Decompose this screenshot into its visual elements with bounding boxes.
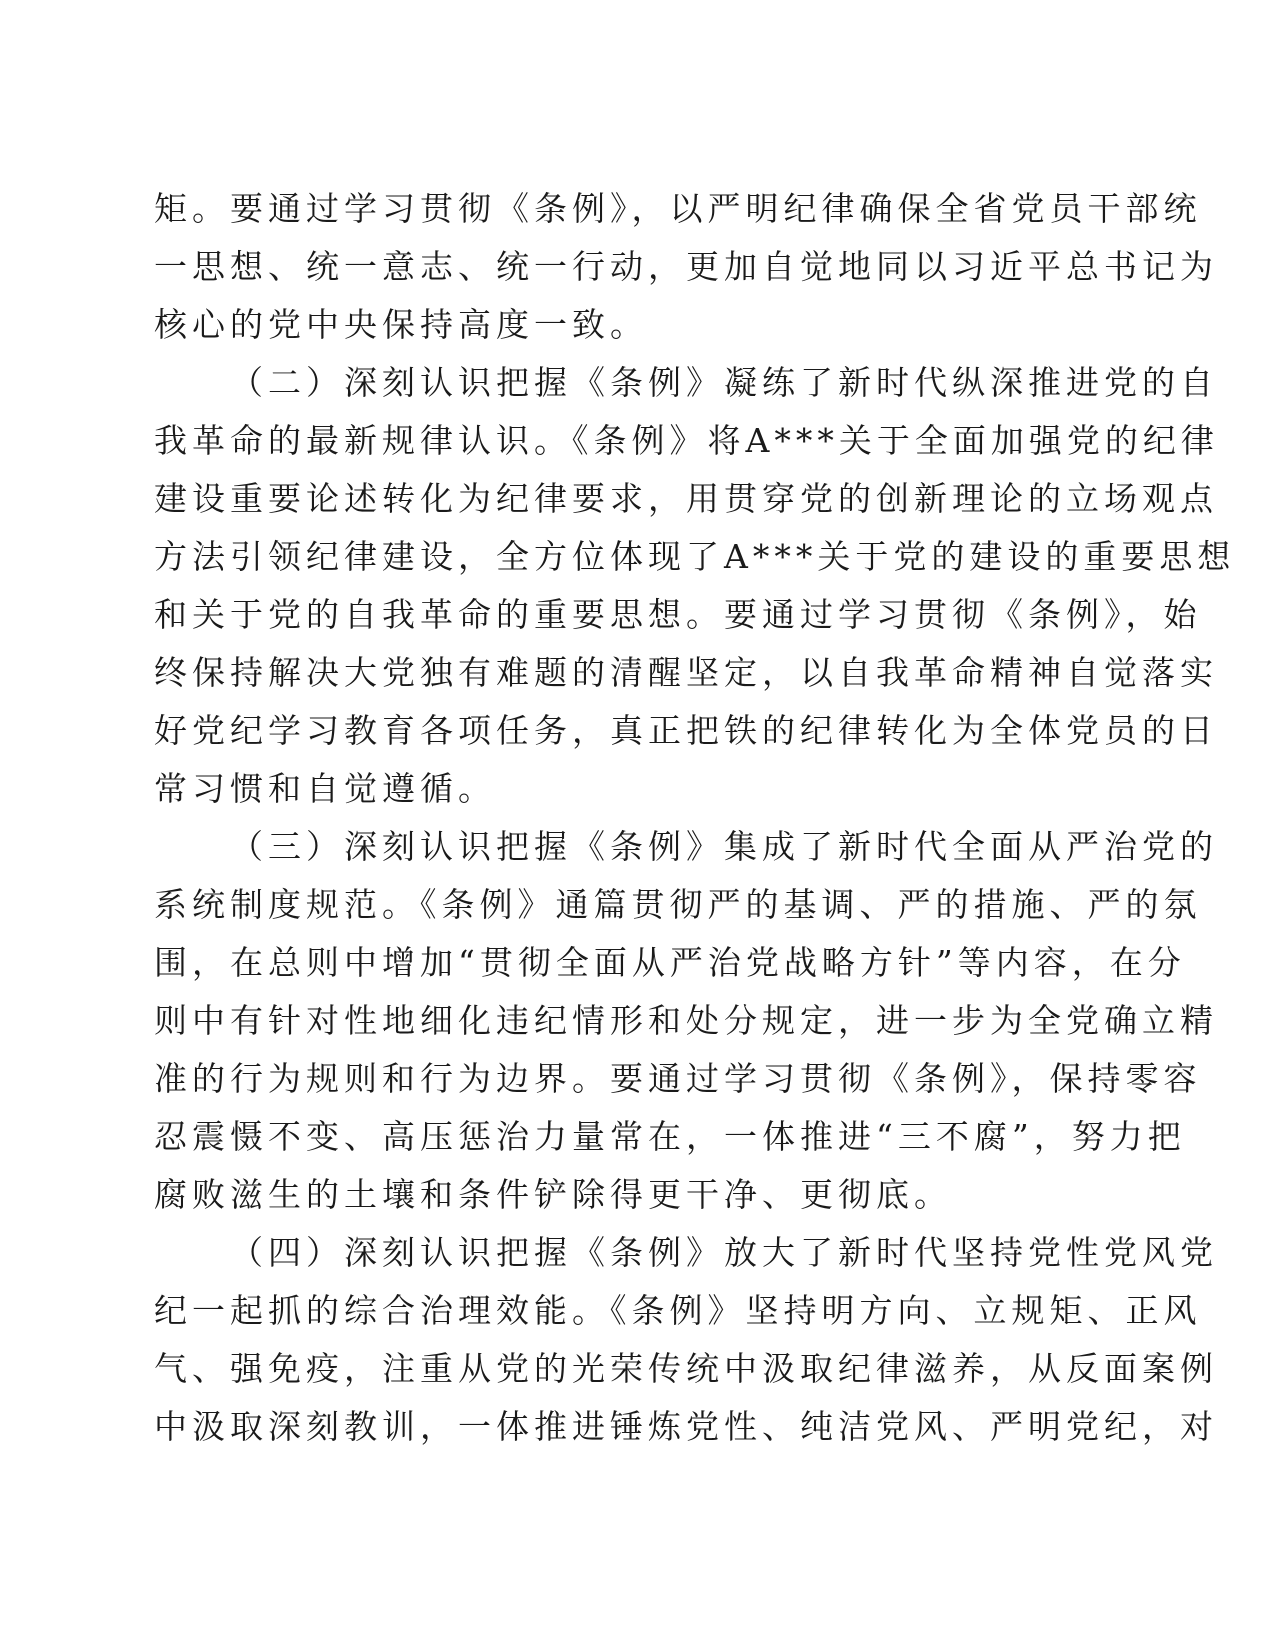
document-body	[154, 180, 1236, 1456]
text-line: （四）深刻认识把握《条例》放大了新时代坚持党性党风党	[230, 1233, 1218, 1272]
text-line: 气、强免疫，注重从党的光荣传统中汲取纪律滋养，从反面案例	[154, 1349, 1218, 1388]
text-line: 腐败滋生的土壤和条件铲除得更干净、更彻底。	[154, 1175, 952, 1214]
text-line: 好党纪学习教育各项任务，真正把铁的纪律转化为全体党员的日	[154, 711, 1218, 750]
text-line: 和关于党的自我革命的重要思想。要通过学习贯彻《条例》，始	[154, 595, 1202, 634]
paragraph-section-4	[154, 1224, 1218, 1456]
text-line: 围，在总则中增加“贯彻全面从严治党战略方针”等内容，在分	[154, 943, 1186, 982]
text-line: 建设重要论述转化为纪律要求，用贯穿党的创新理论的立场观点	[154, 479, 1218, 518]
text-line: 中汲取深刻教训，一体推进锤炼党性、纯洁党风、严明党纪，对	[154, 1407, 1218, 1446]
text-line: 方法引领纪律建设，全方位体现了A***关于党的建设的重要思想	[154, 537, 1236, 576]
text-line: 常习惯和自觉遵循。	[154, 769, 496, 808]
paragraph-section-2	[154, 354, 1236, 818]
text-line: 矩。要通过学习贯彻《条例》，以严明纪律确保全省党员干部统	[154, 189, 1202, 228]
text-line: （三）深刻认识把握《条例》集成了新时代全面从严治党的	[230, 827, 1218, 866]
text-line: （二）深刻认识把握《条例》凝练了新时代纵深推进党的自	[230, 363, 1218, 402]
paragraph-continuation	[154, 180, 1218, 354]
text-line: 系统制度规范。《条例》通篇贯彻严的基调、严的措施、严的氛	[154, 885, 1202, 924]
text-line: 核心的党中央保持高度一致。	[154, 305, 648, 344]
text-line: 我革命的最新规律认识。《条例》将A***关于全面加强党的纪律	[154, 421, 1219, 460]
text-line: 忍震慑不变、高压惩治力量常在，一体推进“三不腐”，努力把	[154, 1117, 1186, 1156]
paragraph-section-3	[154, 818, 1218, 1224]
text-line: 一思想、统一意志、统一行动，更加自觉地同以习近平总书记为	[154, 247, 1218, 286]
text-line: 纪一起抓的综合治理效能。《条例》坚持明方向、立规矩、正风	[154, 1291, 1202, 1330]
text-line: 终保持解决大党独有难题的清醒坚定，以自我革命精神自觉落实	[154, 653, 1218, 692]
text-line: 准的行为规则和行为边界。要通过学习贯彻《条例》，保持零容	[154, 1059, 1202, 1098]
text-line: 则中有针对性地细化违纪情形和处分规定，进一步为全党确立精	[154, 1001, 1218, 1040]
